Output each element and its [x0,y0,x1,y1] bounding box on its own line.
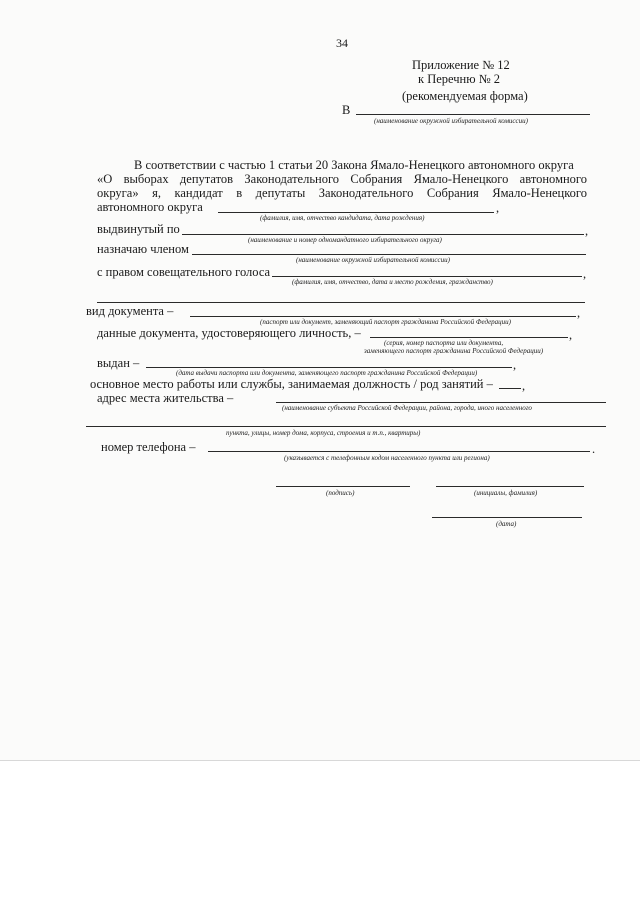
appoint-line [192,254,586,255]
work-label: основное место работы или службы, занимаемая должность / род занятий – [90,377,493,391]
comma: , [522,379,526,393]
doc-data-label: данные документа, удостоверяющего личность, – [97,326,361,340]
doc-data-line [370,337,568,338]
to-prefix: В [342,103,351,117]
comma: , [577,306,581,320]
district-line [182,234,584,235]
period: . [592,442,596,456]
appoint-label: назначаю членом [97,242,189,256]
para-line-1: В соответствии с частью 1 статьи 20 Закона Ямало-Ненецкого автономного округа [134,158,574,172]
appendix-number: Приложение № 12 [412,58,510,72]
candidate-line [218,212,494,213]
date-line [432,517,582,518]
address-label: адрес места жительства – [97,391,234,405]
extra-line [97,302,585,303]
issued-line [146,367,512,368]
address-line [276,402,606,403]
comma: , [585,224,589,238]
initials-line [436,486,584,487]
comma: , [513,358,517,372]
phone-label: номер телефона – [101,440,196,454]
phone-caption: (указывается с телефонным кодом населенного пункта или региона) [284,454,490,462]
advisory-label: с правом совещательного голоса [97,265,271,279]
work-line [499,388,521,389]
commission-line [356,114,590,115]
signature-caption: (подпись) [326,489,355,497]
doc-data-caption-1: (серия, номер паспорта или документа, [384,339,504,347]
para-line-4-label: автономного округа [97,200,203,214]
phone-line [208,451,590,452]
commission-caption: (наименование окружной избирательной комиссии) [374,117,528,125]
issued-caption: (дата выдачи паспорта или документа, заменяющего паспорт гражданина Российской Федерации) [176,369,478,377]
advisory-caption: (фамилия, имя, отчество, дата и место рождения, гражданство) [292,278,493,286]
comma: , [496,201,500,215]
page-number: 34 [336,36,348,50]
doc-type-line [190,316,576,317]
doc-type-label: вид документа – [86,304,174,318]
para-line-2: «О выборах депутатов Законодательного Собрания Ямало-Ненецкого автономного [97,172,587,186]
advisory-line [272,276,582,277]
date-caption: (дата) [496,520,517,528]
appoint-caption: (наименование окружной избирательной комиссии) [296,256,450,264]
nominated-label: выдвинутый по [97,222,180,236]
form-type: (рекомендуемая форма) [402,89,528,103]
initials-caption: (инициалы, фамилия) [474,489,538,497]
address-caption-2: пункта, улицы, номер дома, корпуса, строения и т.п., квартиры) [226,429,421,437]
list-reference: к Перечню № 2 [418,72,501,86]
signature-line [276,486,410,487]
issued-label: выдан – [97,356,140,370]
para-line-3: округа» я, кандидат в депутаты Законодательного Собрания Ямало-Ненецкого [97,186,587,200]
comma: , [569,328,573,342]
address-line-2 [86,426,606,427]
district-caption: (наименование и номер одномандатного избирательного округа) [248,236,442,244]
doc-data-caption-2: заменяющего паспорт гражданина Российской Федерации) [364,347,544,355]
comma: , [583,267,587,281]
candidate-caption: (фамилия, имя, отчество кандидата, дата рождения) [260,214,425,222]
doc-type-caption: (паспорт или документ, заменяющий паспорт гражданина Российской Федерации) [260,318,512,326]
address-caption-1: (наименование субъекта Российской Федерации, района, города, иного населенного [282,404,532,412]
